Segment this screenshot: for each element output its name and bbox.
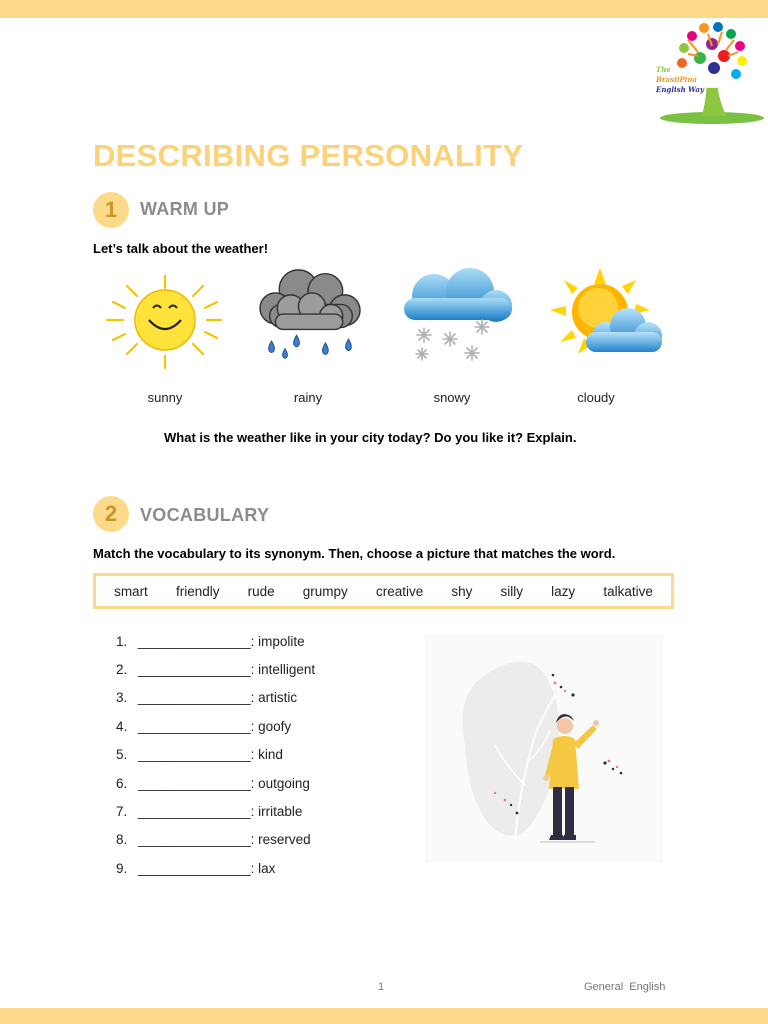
answer-blank[interactable]: _______________ (138, 775, 251, 791)
snow-cloud-icon (398, 268, 518, 368)
brasilpina-logo (652, 20, 764, 126)
weather-label-snowy: snowy (433, 390, 471, 405)
svg-text:English Way: English Way (656, 85, 704, 94)
section-number-2: 2 (93, 496, 129, 532)
warm-up-instruction: Let’s talk about the weather! (93, 241, 269, 256)
answer-blank[interactable]: _______________ (138, 860, 251, 876)
list-item (116, 655, 315, 683)
section-number-1: 1 (93, 192, 129, 228)
word-bank-item: smart (114, 583, 148, 599)
section-heading-warm-up: WARM UP (140, 199, 230, 219)
synonym: : artistic (250, 690, 298, 706)
bottom-accent-bar (0, 1008, 768, 1024)
word-bank (93, 573, 674, 609)
vocabulary-instruction: Match the vocabulary to its synonym. Then, choose a picture that matches the word. (93, 546, 616, 561)
person-in-wind-illustration (425, 635, 663, 863)
word-bank-item: rude (247, 583, 275, 599)
vocabulary-list (116, 627, 315, 883)
synonym: : impolite (250, 633, 305, 649)
weather-label-sunny: sunny (147, 390, 183, 405)
word-bank-item: shy (451, 583, 473, 599)
synonym: : reserved (250, 832, 311, 848)
partly-cloudy-icon (548, 266, 668, 366)
item-number: 3. (116, 690, 128, 706)
word-bank-item: talkative (603, 583, 653, 599)
section-heading-vocabulary: VOCABULARY (140, 505, 270, 525)
synonym: : goofy (250, 718, 292, 734)
answer-blank[interactable]: _______________ (138, 747, 251, 763)
item-number: 8. (116, 832, 128, 848)
list-item (116, 826, 315, 854)
list-item (116, 854, 315, 882)
list-item (116, 769, 315, 797)
answer-blank[interactable]: _______________ (138, 690, 251, 706)
answer-blank[interactable]: _______________ (138, 718, 251, 734)
answer-blank[interactable]: _______________ (138, 662, 251, 678)
answer-blank[interactable]: _______________ (138, 832, 251, 848)
item-number: 6. (116, 775, 128, 791)
synonym: : outgoing (250, 775, 310, 791)
word-bank-item: grumpy (302, 583, 348, 599)
item-number: 1. (116, 633, 128, 649)
sun-icon (105, 272, 225, 372)
weather-label-rainy: rainy (293, 390, 323, 405)
top-accent-bar (0, 0, 768, 18)
list-item (116, 712, 315, 740)
list-item (116, 741, 315, 769)
word-bank-item: lazy (551, 583, 576, 599)
page-title: DESCRIBING PERSONALITY (93, 138, 524, 173)
list-item (116, 684, 315, 712)
svg-text:The: The (656, 65, 671, 74)
synonym: : irritable (250, 804, 303, 820)
rain-cloud-icon (250, 266, 370, 366)
footer-course-name: General English (584, 981, 666, 993)
word-bank-item: silly (500, 583, 524, 599)
list-item (116, 627, 315, 655)
synonym: : intelligent (250, 662, 316, 678)
weather-label-cloudy: cloudy (577, 390, 615, 405)
synonym: : kind (250, 747, 283, 763)
page-number: 1 (378, 981, 385, 993)
synonym: : lax (250, 860, 276, 876)
item-number: 5. (116, 747, 128, 763)
word-bank-item: friendly (175, 583, 220, 599)
item-number: 2. (116, 662, 128, 678)
warm-up-question: What is the weather like in your city today? Do you like it? Explain. (164, 430, 577, 445)
answer-blank[interactable]: _______________ (138, 804, 251, 820)
item-number: 4. (116, 718, 128, 734)
item-number: 7. (116, 804, 128, 820)
item-number: 9. (116, 860, 128, 876)
word-bank-item: creative (375, 583, 424, 599)
svg-text:BrasilPina: BrasilPina (656, 75, 697, 84)
answer-blank[interactable]: _______________ (138, 633, 251, 649)
list-item (116, 797, 315, 825)
